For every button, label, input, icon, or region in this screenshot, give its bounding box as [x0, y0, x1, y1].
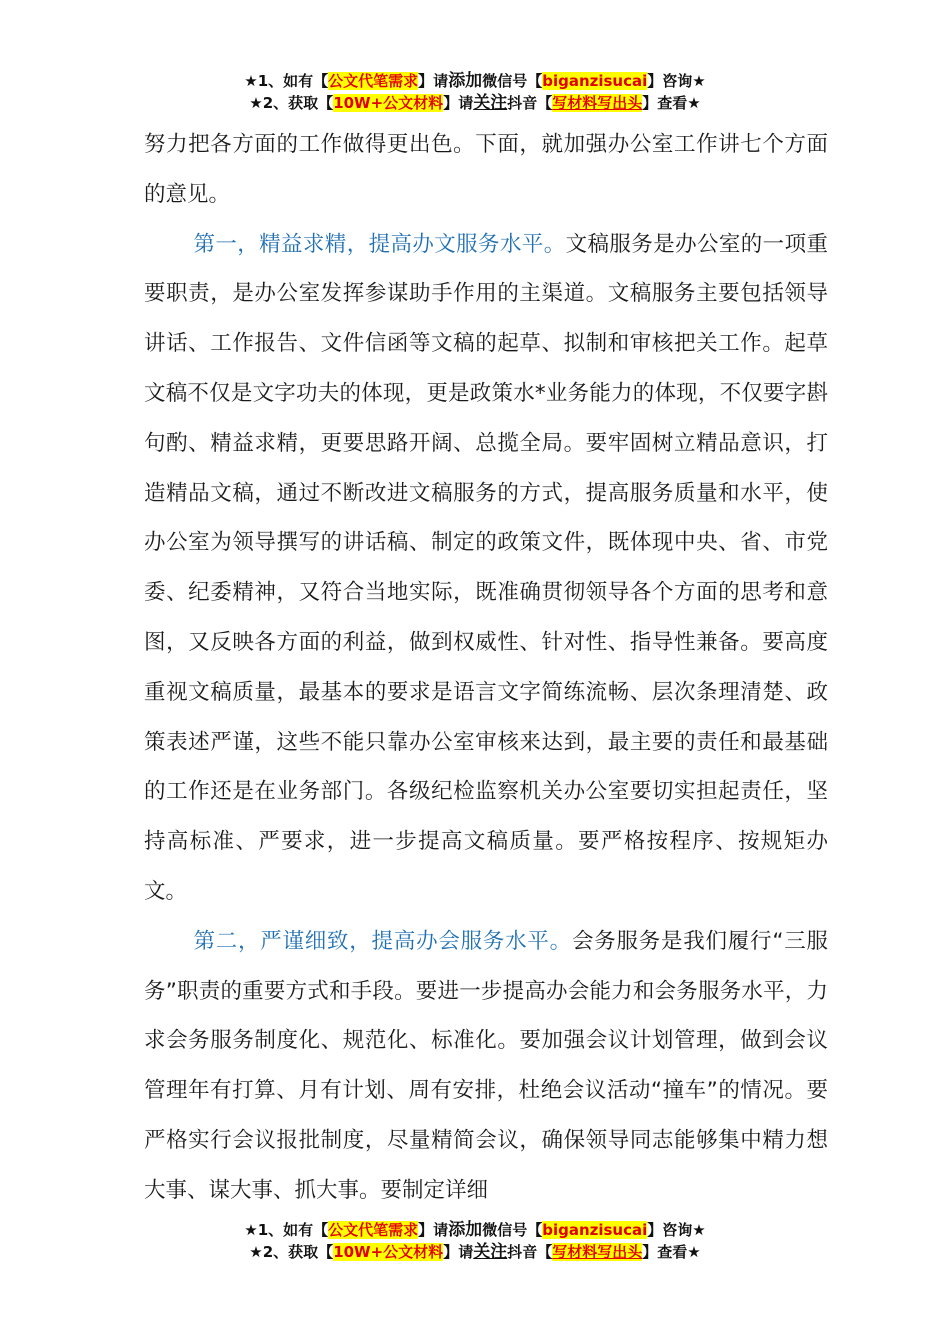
footer-line-2-text: 】请	[443, 1243, 474, 1261]
footer-line-1-highlight-service: 公文代笔需求	[328, 1221, 419, 1239]
footer-line-1-suffix: 】咨询★	[647, 1221, 706, 1239]
section-2-body: 会务服务是我们履行“三服务”职责的重要方式和手段。要进一步提高办会能力和会务服务水平，力求会务服务制度化、规范化、标准化。要加强会议计划管理，做到会议管理年有打算、月有计划、周有安排，杜绝会议活动“撞车”的情况。要严格实行会议报批制度，尽量精简会议，确保领导同志能够集中精力想大事、谋大事、抓大事。要制定详细	[144, 928, 828, 1203]
banner-line-2-text-2: 抖音【	[507, 94, 553, 112]
footer-douyin-account: 写材料写出头	[552, 1243, 643, 1261]
banner-line-2-suffix: 】查看★	[642, 94, 701, 112]
footer-wechat-id: biganzisucai	[542, 1221, 648, 1239]
footer-line-2-suffix: 】查看★	[642, 1243, 701, 1261]
banner-line-2-emphasis: 关注	[473, 93, 508, 113]
banner-line-2	[0, 92, 950, 114]
footer-line-2-text-2: 抖音【	[507, 1243, 553, 1261]
banner-line-2-text: 】请	[443, 94, 474, 112]
banner-line-1-prefix: ★1、如有【	[244, 72, 329, 90]
footer-banner-line-1	[0, 1219, 950, 1241]
section-1-paragraph	[144, 220, 828, 917]
banner-douyin-account: 写材料写出头	[552, 94, 643, 112]
banner-line-1-suffix: 】咨询★	[647, 72, 706, 90]
section-1-body: 文稿服务是办公室的一项重要职责，是办公室发挥参谋助手作用的主渠道。文稿服务主要包括领导讲话、工作报告、文件信函等文稿的起草、拟制和审核把关工作。起草文稿不仅是文字功夫的体现，更是政策水*业务能力的体现，不仅要字斟句酌、精益求精，更要思路开阔、总揽全局。要牢固树立精品意识，打造精品文稿，通过不断改进文稿服务的方式，提高服务质量和水平，使办公室为领导撰写的讲话稿、制定的政策文件，既体现中央、省、市党委、纪委精神，又符合当地实际，既准确贯彻领导各个方面的思考和意图，又反映各方面的利益，做到权威性、针对性、指导性兼备。要高度重视文稿质量，最基本的要求是语言文字简练流畅、层次条理清楚、政策表述严谨，这些不能只靠办公室审核来达到，最主要的责任和最基础的工作还是在业务部门。各级纪检监察机关办公室要切实担起责任，坚持高标准、严要求，进一步提高文稿质量。要严格按程序、按规矩办文。	[144, 231, 828, 904]
footer-line-1-text: 】请	[418, 1221, 449, 1239]
banner-wechat-id: biganzisucai	[542, 72, 648, 90]
banner-line-1-emphasis: 添加	[448, 71, 483, 91]
header-banner	[0, 70, 950, 114]
banner-line-1	[0, 70, 950, 92]
footer-line-2-prefix: ★2、获取【	[249, 1243, 334, 1261]
footer-line-1-emphasis: 添加	[448, 1220, 483, 1240]
footer-banner	[0, 1219, 950, 1263]
section-2-paragraph	[144, 917, 828, 1216]
continuation-paragraph: 努力把各方面的工作做得更出色。下面，就加强办公室工作讲七个方面的意见。	[144, 132, 828, 207]
footer-line-1-prefix: ★1、如有【	[244, 1221, 329, 1239]
section-1-heading: 第一，精益求精，提高办文服务水平。	[193, 231, 566, 257]
banner-line-1-text: 】请	[418, 72, 449, 90]
footer-line-1-text-2: 微信号【	[482, 1221, 543, 1239]
section-2-heading: 第二，严谨细致，提高办会服务水平。	[193, 928, 572, 954]
footer-line-2-emphasis: 关注	[473, 1242, 508, 1262]
banner-line-2-highlight-materials: 10W+公文材料	[333, 94, 444, 112]
banner-line-2-prefix: ★2、获取【	[249, 94, 334, 112]
document-body	[144, 120, 828, 1216]
banner-line-1-text-2: 微信号【	[482, 72, 543, 90]
footer-banner-line-2	[0, 1241, 950, 1263]
banner-line-1-highlight-service: 公文代笔需求	[328, 72, 419, 90]
footer-line-2-highlight-materials: 10W+公文材料	[333, 1243, 444, 1261]
